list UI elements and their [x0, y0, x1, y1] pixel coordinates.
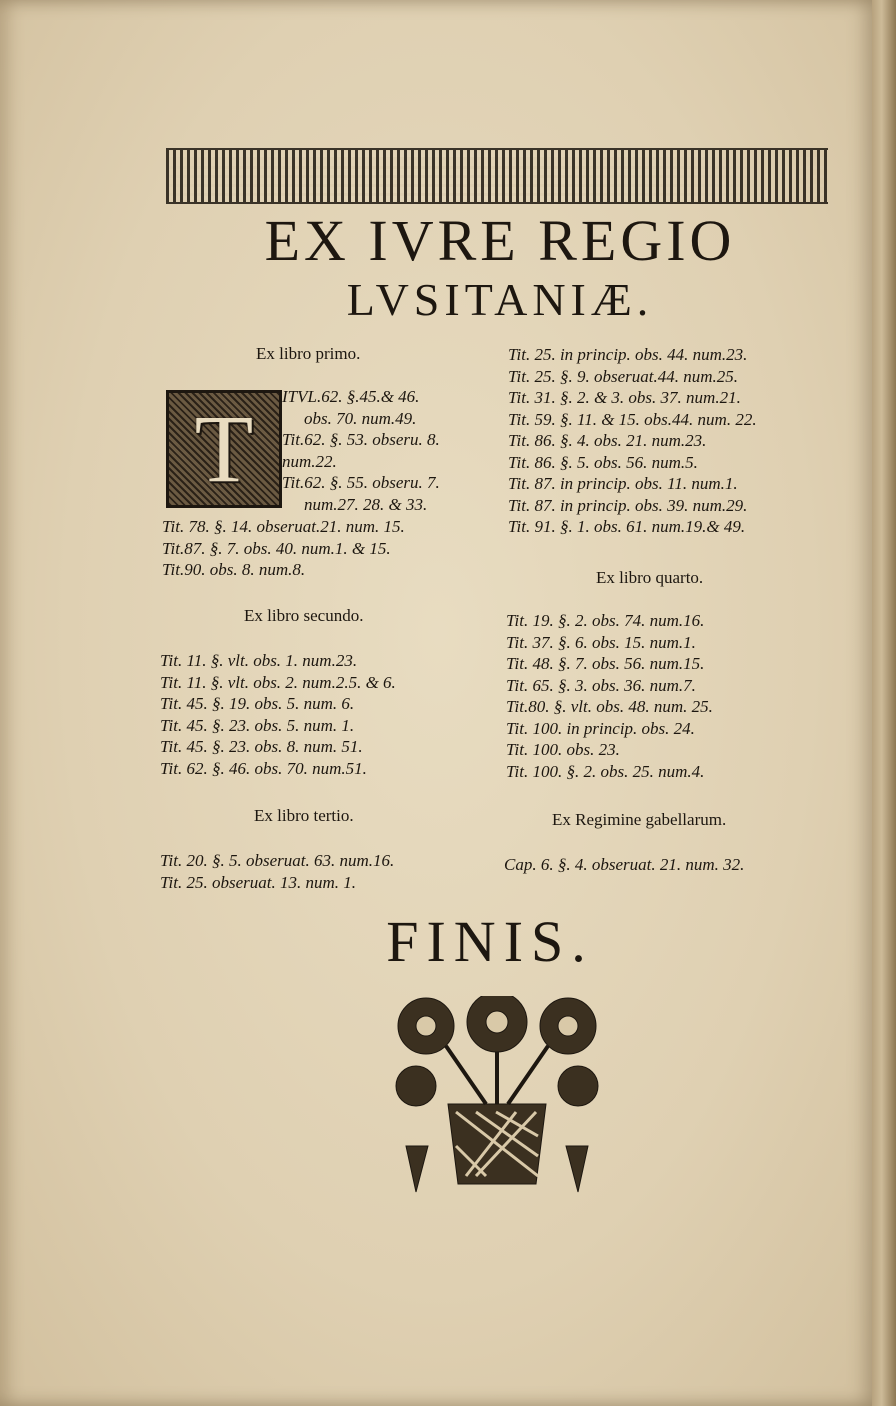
finis-heading: FINIS.	[386, 909, 594, 974]
citation-line: Tit.62. §. 53. obseru. 8.	[282, 430, 440, 449]
heading-book-one: Ex libro primo.	[256, 344, 361, 363]
citation-line: Tit. 20. §. 5. obseruat. 63. num.16.	[160, 851, 395, 870]
citation-line: Tit. 62. §. 46. obs. 70. num.51.	[160, 758, 367, 778]
citation-line: Tit. 25. §. 9. obseruat.44. num.25.	[508, 366, 738, 386]
heading-book-two: Ex libro secundo.	[244, 606, 364, 625]
gabellarum-list	[504, 854, 744, 876]
citation-line: num.27. 28. & 33.	[304, 494, 428, 514]
citation-line: Tit.62. §. 55. obseru. 7.	[282, 473, 440, 492]
ornamental-band	[166, 148, 828, 204]
citation-line: Tit.87. §. 7. obs. 40. num.1. & 15.	[162, 538, 391, 558]
citation-line: Tit. 86. §. 5. obs. 56. num.5.	[508, 452, 698, 472]
citation-line: Tit. 31. §. 2. & 3. obs. 37. num.21.	[508, 388, 741, 407]
citation-line: Tit. 45. §. 23. obs. 8. num. 51.	[160, 737, 363, 756]
citation-line: Tit. 11. §. vlt. obs. 2. num.2.5. & 6.	[160, 672, 396, 692]
citation-line: Tit. 45. §. 19. obs. 5. num. 6.	[160, 694, 355, 713]
citation-line: ITVL.62. §.45.& 46.	[282, 387, 420, 406]
citation-line: Tit. 91. §. 1. obs. 61. num.19.& 49.	[508, 517, 746, 536]
drop-cap-initial	[166, 390, 282, 508]
heading-book-four: Ex libro quarto.	[596, 568, 704, 587]
citation-line: Tit. 59. §. 11. & 15. obs.44. num. 22.	[508, 409, 757, 429]
book-one-full-lines	[162, 516, 405, 581]
citation-line: Tit. 100. in princip. obs. 24.	[506, 718, 695, 738]
citation-line: Cap. 6. §. 4. obseruat. 21. num. 32.	[504, 855, 745, 874]
book-one-indented-lines	[282, 386, 440, 515]
citation-line: Tit.90. obs. 8. num.8.	[162, 560, 306, 579]
citation-line: Tit. 100. obs. 23.	[506, 740, 620, 759]
citation-line: Tit. 86. §. 4. obs. 21. num.23.	[508, 431, 707, 450]
citation-line: Tit. 25. in princip. obs. 44. num.23.	[508, 345, 748, 364]
page-subtitle: LVSITANIÆ.	[346, 274, 654, 325]
citation-line: Tit. 87. in princip. obs. 11. num.1.	[508, 474, 738, 493]
citation-line: Tit. 19. §. 2. obs. 74. num.16.	[506, 611, 705, 630]
citation-line: Tit. 25. obseruat. 13. num. 1.	[160, 872, 356, 892]
heading-gabellarum: Ex Regimine gabellarum.	[552, 810, 727, 829]
page-title: EX IVRE REGIO	[264, 208, 736, 273]
heading-book-three: Ex libro tertio.	[254, 806, 354, 825]
citation-line: Tit. 45. §. 23. obs. 5. num. 1.	[160, 715, 355, 735]
citation-line: Tit. 87. in princip. obs. 39. num.29.	[508, 495, 748, 515]
book-three-continued-list	[508, 344, 757, 538]
citation-line: Tit. 37. §. 6. obs. 15. num.1.	[506, 632, 696, 652]
book-two-list	[160, 650, 396, 779]
citation-line: Tit. 78. §. 14. obseruat.21. num. 15.	[162, 517, 405, 536]
citation-line: Tit. 65. §. 3. obs. 36. num.7.	[506, 675, 696, 695]
citation-line: obs. 70. num.49.	[304, 408, 417, 428]
flower-basket-woodcut	[386, 996, 608, 1196]
drop-cap-letter: T	[194, 395, 254, 502]
citation-line: Tit. 11. §. vlt. obs. 1. num.23.	[160, 651, 358, 670]
book-four-list	[506, 610, 713, 782]
citation-line: num.22.	[282, 451, 337, 471]
page-edge	[872, 0, 896, 1406]
citation-line: Tit.80. §. vlt. obs. 48. num. 25.	[506, 697, 713, 716]
citation-line: Tit. 100. §. 2. obs. 25. num.4.	[506, 761, 705, 781]
citation-line: Tit. 48. §. 7. obs. 56. num.15.	[506, 654, 705, 673]
book-three-list	[160, 850, 394, 893]
